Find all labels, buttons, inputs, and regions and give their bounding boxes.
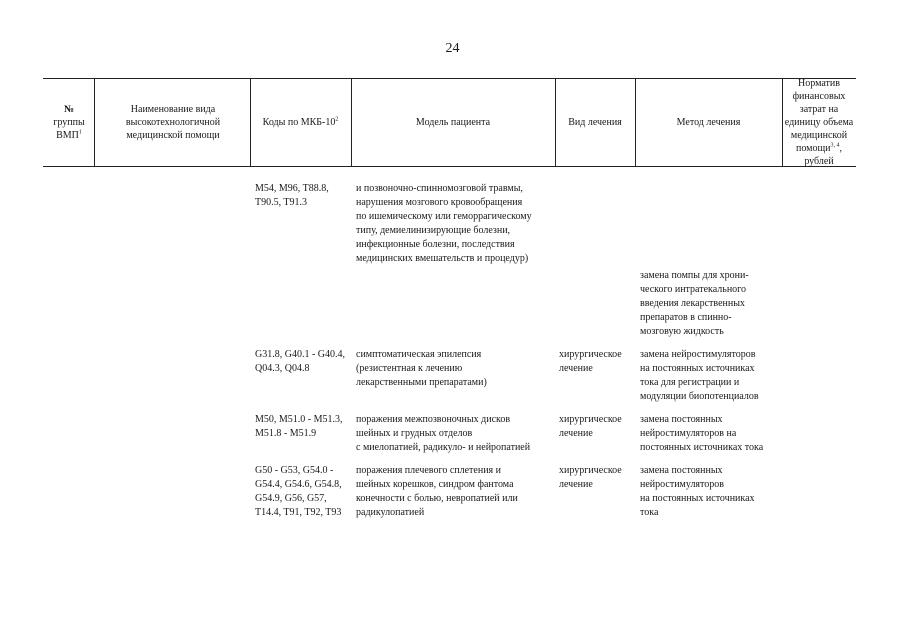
row-2-method: замена нейростимуляторов на постоянных источниках тока для регистрации и модуляции биопотенциалов <box>640 349 759 402</box>
row-3-treatment: хирургическое лечение <box>559 414 622 439</box>
header-care-type-name: Наименование вида высокотехнологичной медицинской помощи <box>125 103 221 141</box>
header-group-no: № группы ВМП$^1$ <box>53 103 85 141</box>
row-0-model: и позвоночно-спинномозговой травмы, нарушения мозгового кровообращения по ишемическому или геморрагическому типу, демиелинизирующие болезни, инфекционные болезни, последствия медицинских вмешательств и процедур) <box>356 183 532 264</box>
footnote-1: 1 <box>78 129 82 136</box>
col-divider-3 <box>351 78 352 166</box>
row-1-method: замена помпы для хрони- ческого интратекального введения лекарственных препаратов в спинно- мозговую жидкость <box>640 270 749 337</box>
header-treatment-type: Вид лечения <box>568 116 622 128</box>
row-4-codes: G50 - G53, G54.0 - G54.4, G54.6, G54.8, G54.9, G56, G57, T14.4, T91, T92, T93 <box>255 465 342 518</box>
footnote-2: 2 <box>335 116 339 123</box>
col-divider-2 <box>250 78 251 166</box>
col-divider-5 <box>635 78 636 166</box>
row-4-method: замена постоянных нейростимуляторов на постоянных источниках тока <box>640 465 755 518</box>
row-4-treatment: хирургическое лечение <box>559 465 622 490</box>
row-3-codes: M50, M51.0 - M51.3, M51.8 - M51.9 <box>255 414 343 439</box>
col-divider-6 <box>782 78 783 166</box>
row-3-method: замена постоянных нейростимуляторов на постоянных источниках тока <box>640 414 764 453</box>
row-3-model: поражения межпозвоночных дисков шейных и грудных отделов с миелопатией, радикуло- и нейропатией <box>356 414 531 453</box>
row-2-model: симптоматическая эпилепсия (резистентная к лечению лекарственными препаратами) <box>356 349 487 388</box>
col-divider-1 <box>94 78 95 166</box>
row-2-codes: G31.8, G40.1 - G40.4, Q04.3, Q04.8 <box>255 349 345 374</box>
page-number: 24 <box>445 41 460 56</box>
header-icd-codes: Коды по МКБ-$10^2$ <box>262 116 339 128</box>
footnote-3-4: 3, 4 <box>830 142 840 149</box>
header-treatment-method: Метод лечения <box>676 116 741 128</box>
col-divider-4 <box>555 78 556 166</box>
header-cost-norm: Норматив финансовых затрат на единицу объема медицинской помощи$^{3, 4}$, рублей <box>784 77 854 167</box>
row-4-model: поражения плечевого сплетения и шейных корешков, синдром фантома конечности с болью, невропатией или радикулопатией <box>356 465 518 518</box>
header-bottom-border <box>43 166 856 167</box>
row-2-treatment: хирургическое лечение <box>559 349 622 374</box>
row-0-codes: M54, M96, T88.8, T90.5, T91.3 <box>255 183 329 208</box>
header-patient-model: Модель пациента <box>415 116 491 128</box>
